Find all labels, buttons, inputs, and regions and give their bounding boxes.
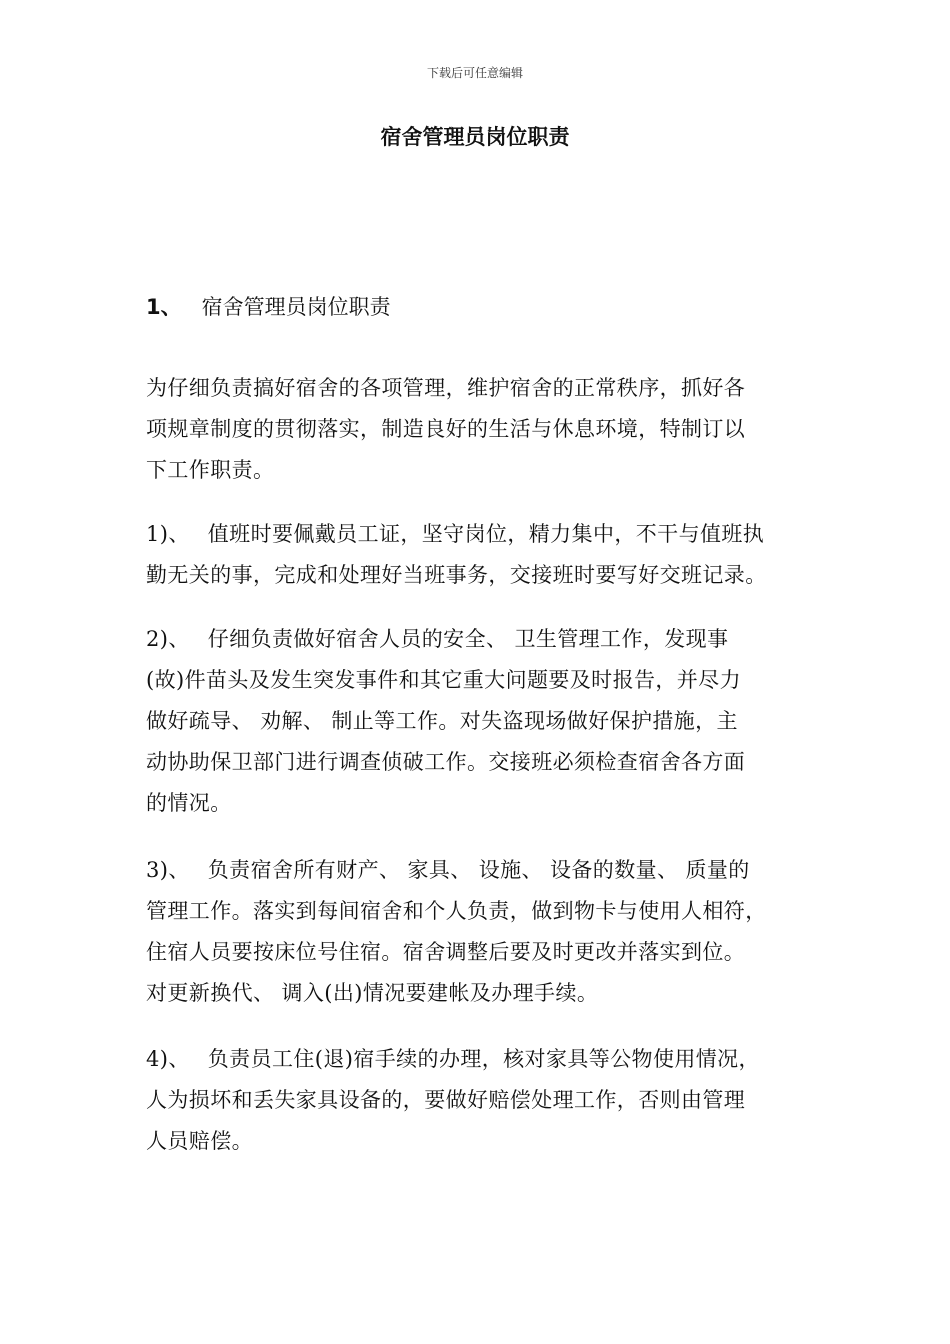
intro-paragraph: [146, 368, 816, 491]
item-text: 仔细负责做好宿舍人员的安全、 卫生管理工作，发现事: [207, 627, 729, 651]
item-marker: 1)、: [146, 522, 190, 546]
paragraph-line: [146, 850, 816, 891]
paragraph-line: 下工作职责。: [146, 458, 275, 482]
paragraph-line: [146, 619, 816, 660]
paragraph-line: [146, 1039, 816, 1080]
paragraph-line: (故)件苗头及发生突发事件和其它重大问题要及时报告，并尽力: [146, 668, 741, 692]
duty-item-3: [146, 850, 816, 1014]
document-title: 宿舍管理员岗位职责: [380, 125, 570, 149]
item-marker: 4)、: [146, 1047, 190, 1071]
section-heading: [146, 292, 391, 322]
paragraph-line: 人为损坏和丢失家具设备的，要做好赔偿处理工作，否则由管理: [146, 1088, 746, 1112]
duty-item-2: [146, 619, 816, 824]
section-heading-text: 宿舍管理员岗位职责: [201, 295, 391, 319]
item-text: 值班时要佩戴员工证，坚守岗位，精力集中，不干与值班执: [207, 522, 765, 546]
paragraph-line: 人员赔偿。: [146, 1129, 253, 1153]
item-text: 负责员工住(退)宿手续的办理，核对家具等公物使用情况，: [207, 1047, 760, 1071]
paragraph-line: 项规章制度的贯彻落实，制造良好的生活与休息环境，特制订以: [146, 417, 746, 441]
paragraph-line: [146, 514, 816, 555]
paragraph-line: 住宿人员要按床位号住宿。宿舍调整后要及时更改并落实到位。: [146, 940, 746, 964]
header-note: 下载后可任意编辑: [426, 66, 523, 80]
item-marker: 3)、: [146, 858, 190, 882]
paragraph-line: 的情况。: [146, 791, 232, 815]
paragraph-line: 为仔细负责搞好宿舍的各项管理，维护宿舍的正常秩序，抓好各: [146, 376, 746, 400]
paragraph-line: 动协助保卫部门进行调查侦破工作。交接班必须检查宿舍各方面: [146, 750, 746, 774]
paragraph-line: 管理工作。落实到每间宿舍和个人负责，做到物卡与使用人相符，: [146, 899, 767, 923]
item-text: 负责宿舍所有财产、 家具、 设施、 设备的数量、 质量的: [207, 858, 750, 882]
duty-item-1: [146, 514, 816, 596]
section-number: 1、: [146, 295, 182, 319]
item-marker: 2)、: [146, 627, 190, 651]
paragraph-line: 对更新换代、 调入(出)情况要建帐及办理手续。: [146, 981, 599, 1005]
duty-item-4: [146, 1039, 816, 1162]
paragraph-line: 做好疏导、 劝解、 制止等工作。对失盗现场做好保护措施，主: [146, 709, 738, 733]
paragraph-line: 勤无关的事，完成和处理好当班事务，交接班时要写好交班记录。: [146, 563, 767, 587]
